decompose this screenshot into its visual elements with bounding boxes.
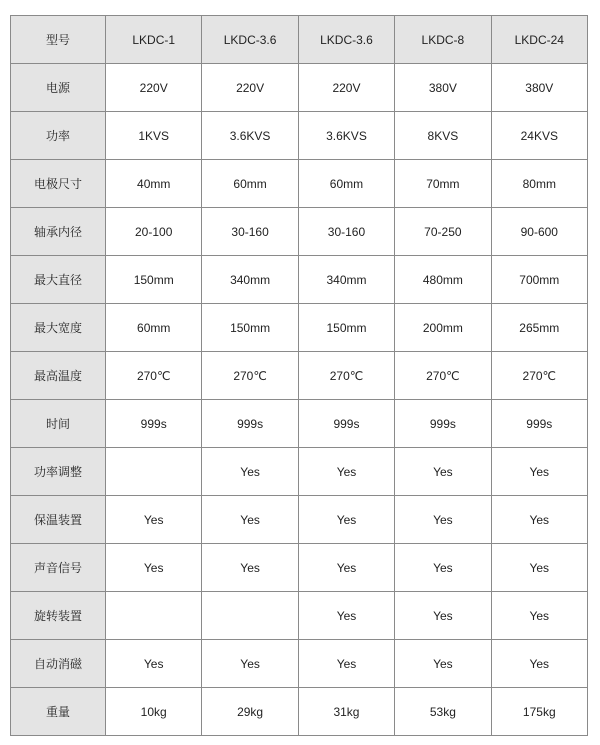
table-cell: Yes [395,640,491,688]
table-cell: 20-100 [106,208,202,256]
header-cell-model: LKDC-1 [106,16,202,64]
table-cell: Yes [202,544,298,592]
table-cell: Yes [491,496,587,544]
table-cell: 265mm [491,304,587,352]
table-cell: Yes [395,448,491,496]
header-cell-model: LKDC-3.6 [202,16,298,64]
row-label: 功率 [11,112,106,160]
table-cell: 29kg [202,688,298,736]
table-cell: 220V [106,64,202,112]
table-cell: Yes [106,496,202,544]
row-label: 最高温度 [11,352,106,400]
table-row [11,352,588,400]
table-header-row [11,16,588,64]
table-cell: Yes [202,448,298,496]
table-cell: 999s [106,400,202,448]
table-row [11,64,588,112]
table-cell: 70-250 [395,208,491,256]
table-cell: 70mm [395,160,491,208]
table-cell: Yes [202,640,298,688]
header-cell-model-label: 型号 [11,16,106,64]
table-cell: 999s [491,400,587,448]
row-label: 最大宽度 [11,304,106,352]
table-cell: 30-160 [298,208,394,256]
table-cell: Yes [395,592,491,640]
table-cell [106,592,202,640]
table-cell: Yes [106,640,202,688]
table-cell: 31kg [298,688,394,736]
table-cell: 60mm [202,160,298,208]
table-cell: 90-600 [491,208,587,256]
table-cell: 480mm [395,256,491,304]
table-cell: 220V [298,64,394,112]
table-row [11,544,588,592]
table-cell: Yes [395,544,491,592]
table-cell: 220V [202,64,298,112]
table-cell: Yes [298,448,394,496]
table-cell: 175kg [491,688,587,736]
table-cell: 150mm [106,256,202,304]
table-cell [106,448,202,496]
table-cell: Yes [491,640,587,688]
table-cell: 60mm [106,304,202,352]
table-cell [202,592,298,640]
table-cell: Yes [298,592,394,640]
table-cell: 200mm [395,304,491,352]
table-cell: Yes [491,544,587,592]
row-label: 功率调整 [11,448,106,496]
table-cell: 340mm [298,256,394,304]
row-label: 电源 [11,64,106,112]
table-cell: Yes [106,544,202,592]
row-label: 最大直径 [11,256,106,304]
header-cell-model: LKDC-24 [491,16,587,64]
table-cell: 53kg [395,688,491,736]
table-row [11,208,588,256]
row-label: 声音信号 [11,544,106,592]
table-cell: 270℃ [395,352,491,400]
table-cell: 380V [491,64,587,112]
header-cell-model: LKDC-8 [395,16,491,64]
table-cell: 3.6KVS [298,112,394,160]
table-body [11,64,588,736]
table-row [11,160,588,208]
table-row [11,400,588,448]
table-cell: 340mm [202,256,298,304]
row-label: 轴承内径 [11,208,106,256]
table-cell: 60mm [298,160,394,208]
table-row [11,592,588,640]
table-row [11,448,588,496]
table-cell: 24KVS [491,112,587,160]
table-cell: 150mm [202,304,298,352]
table-cell: 8KVS [395,112,491,160]
table-row [11,688,588,736]
table-cell: Yes [298,496,394,544]
row-label: 时间 [11,400,106,448]
row-label: 保温装置 [11,496,106,544]
table-row [11,304,588,352]
table-cell: Yes [202,496,298,544]
table-cell: 270℃ [298,352,394,400]
table-cell: Yes [298,544,394,592]
row-label: 电极尺寸 [11,160,106,208]
table-cell: 999s [298,400,394,448]
table-cell: 380V [395,64,491,112]
row-label: 旋转装置 [11,592,106,640]
table-cell: 270℃ [106,352,202,400]
table-cell: 270℃ [202,352,298,400]
table-row [11,256,588,304]
table-cell: 30-160 [202,208,298,256]
table-cell: Yes [395,496,491,544]
table-cell: 270℃ [491,352,587,400]
table-cell: 999s [395,400,491,448]
table-cell: Yes [491,592,587,640]
table-cell: 40mm [106,160,202,208]
table-row [11,112,588,160]
table-cell: 3.6KVS [202,112,298,160]
table-row [11,496,588,544]
table-cell: 999s [202,400,298,448]
spec-table [10,15,588,736]
table-row [11,640,588,688]
row-label: 重量 [11,688,106,736]
table-cell: Yes [491,448,587,496]
table-cell: 10kg [106,688,202,736]
table-cell: 150mm [298,304,394,352]
table-cell: 1KVS [106,112,202,160]
table-cell: Yes [298,640,394,688]
table-cell: 80mm [491,160,587,208]
row-label: 自动消磁 [11,640,106,688]
header-cell-model: LKDC-3.6 [298,16,394,64]
table-cell: 700mm [491,256,587,304]
